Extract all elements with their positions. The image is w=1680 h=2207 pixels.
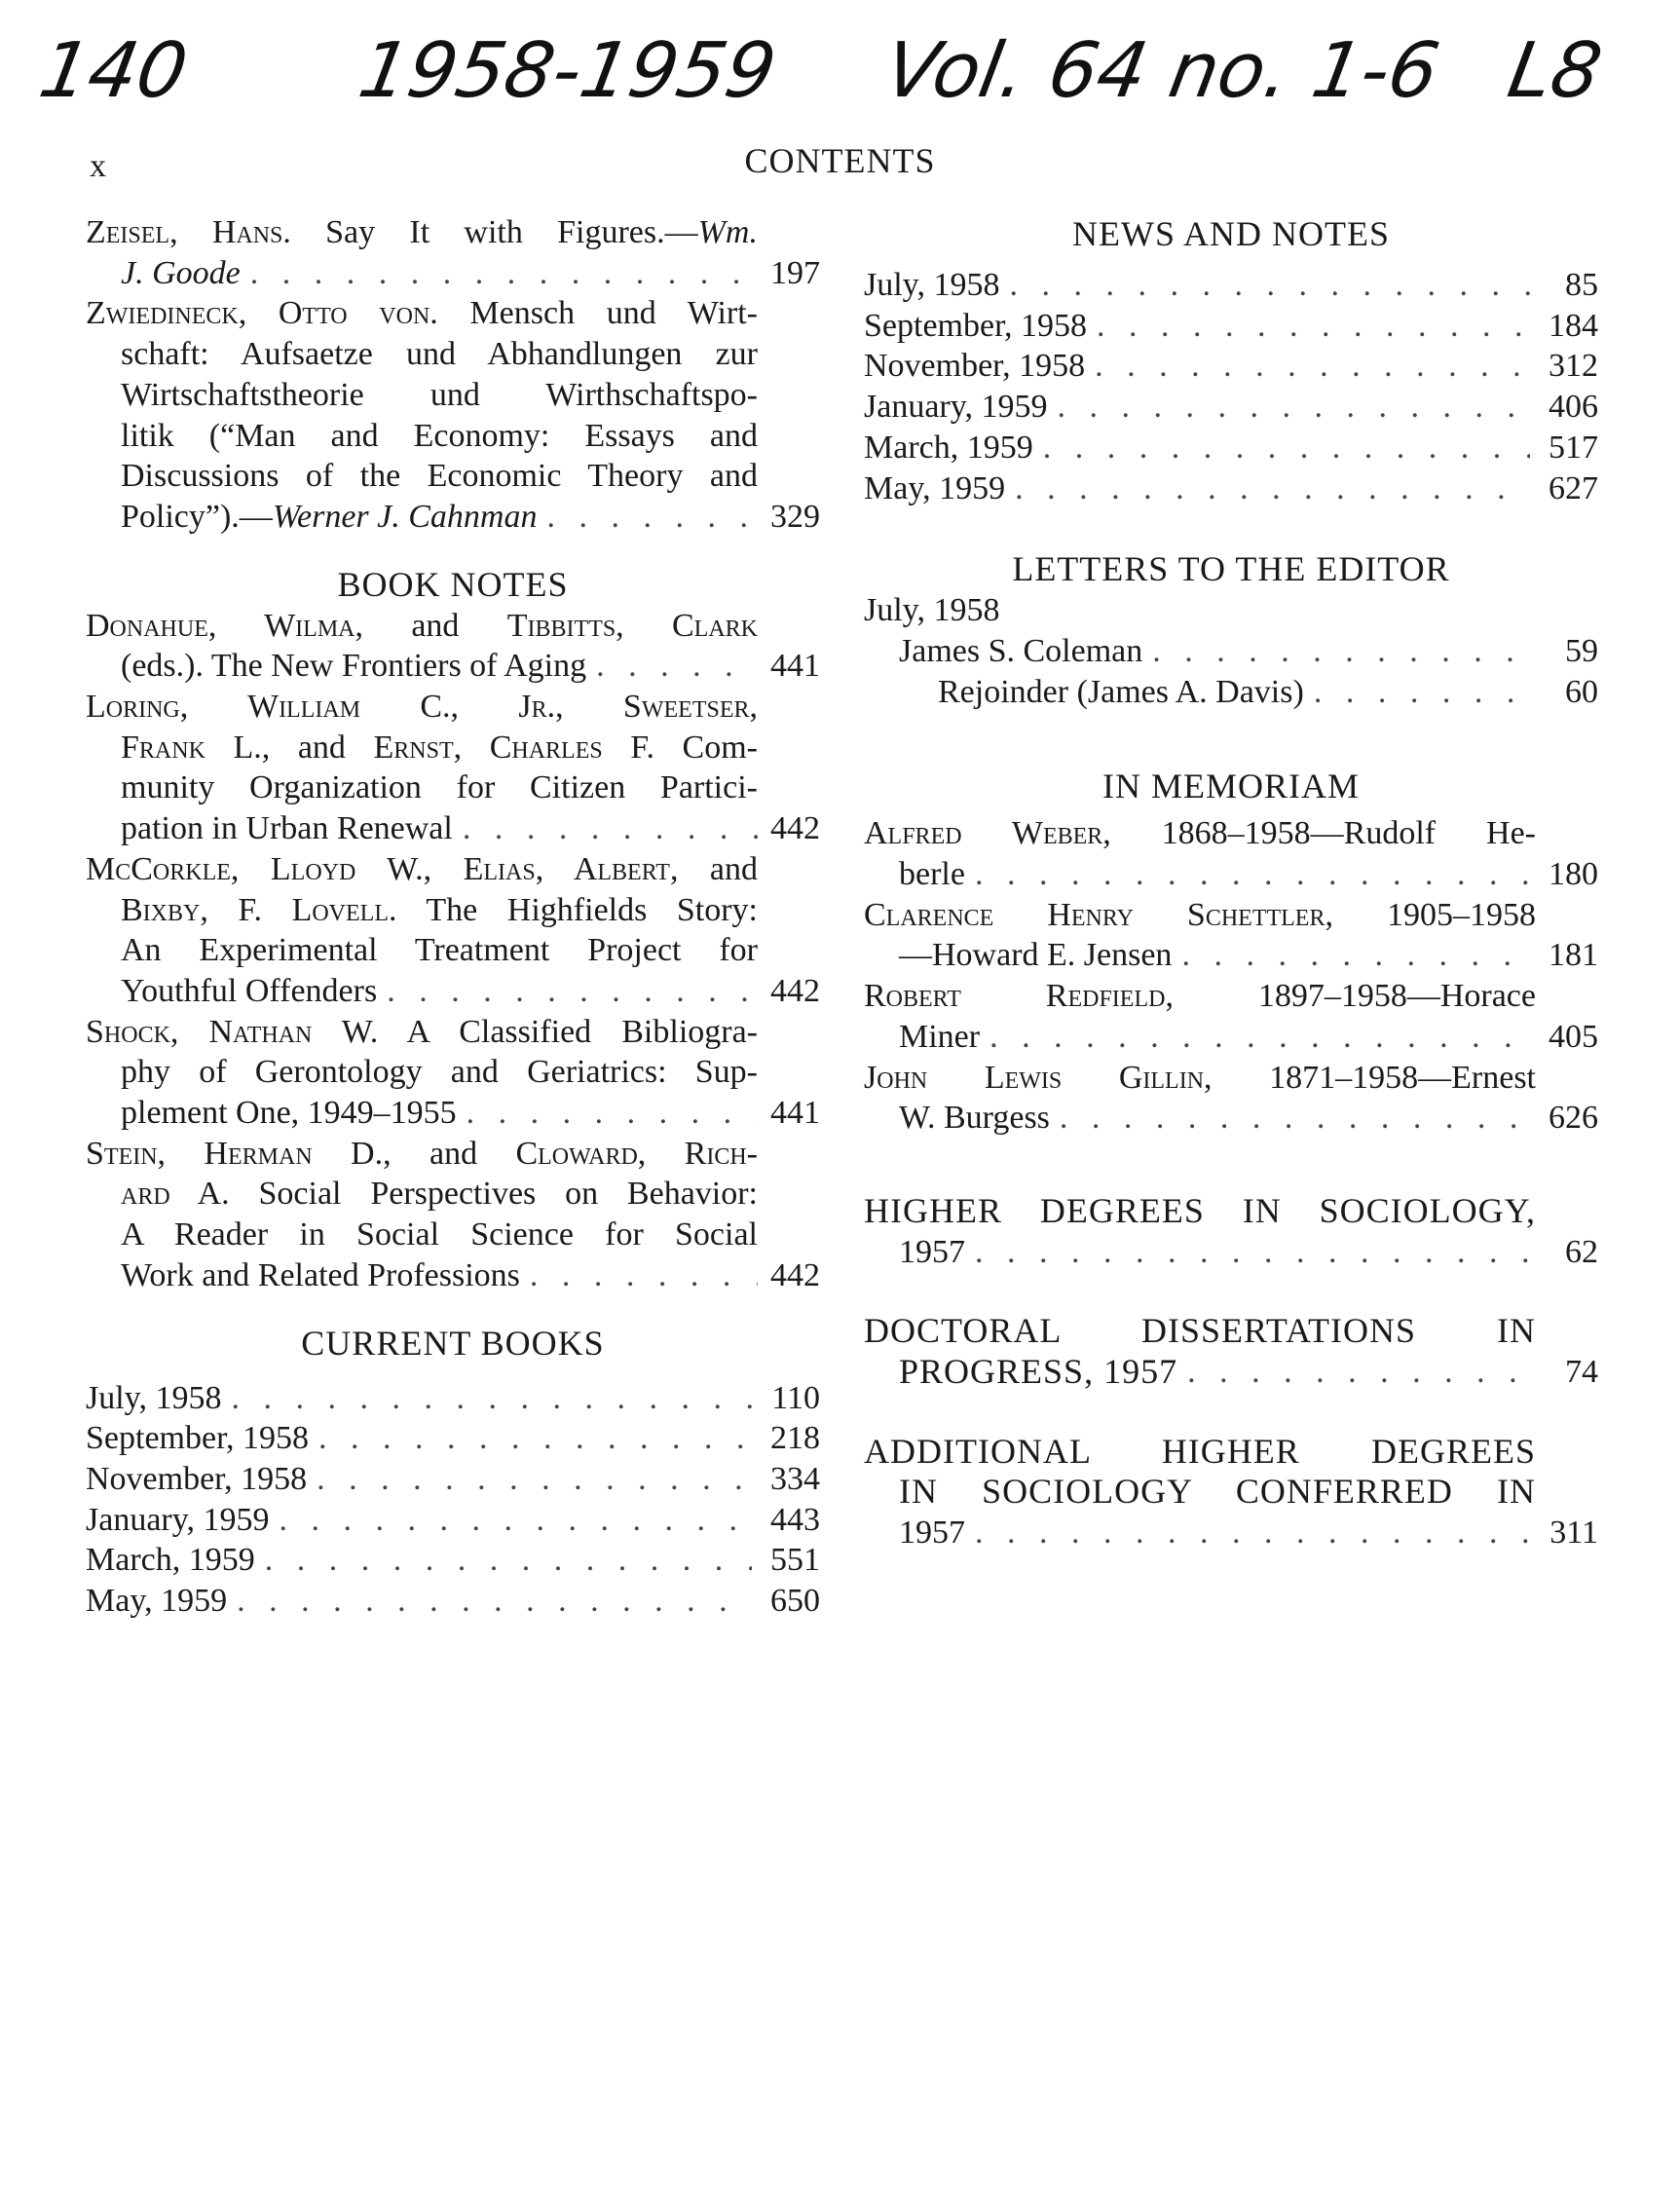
page-ref: 406 bbox=[1549, 389, 1598, 426]
leader-dots bbox=[227, 1581, 752, 1622]
page-ref: 441 bbox=[770, 1095, 820, 1132]
book-note-entry: Stein, Herman D., and Cloward, Rich- ard A. Social Perspectives on Behavior: A Reader in Social Science for Social Work and Related Professions . . . 442 bbox=[86, 1134, 820, 1296]
left-column bbox=[86, 212, 820, 1622]
leader-dots bbox=[377, 971, 758, 1012]
leader-dots bbox=[1304, 672, 1530, 713]
handwritten-number: 140 bbox=[33, 27, 194, 115]
page-ref: 442 bbox=[770, 810, 820, 847]
entry-text: HIGHER DEGREES IN SOCIOLOGY, bbox=[864, 1190, 1536, 1230]
entry-text: J. Goode bbox=[121, 254, 241, 291]
current-books-row bbox=[86, 1540, 820, 1581]
leader-dots bbox=[1048, 387, 1530, 428]
entry-text: phy of Gerontology and Geriatrics: Sup- bbox=[121, 1054, 758, 1091]
section-heading-in-memoriam: IN MEMORIAM bbox=[1101, 767, 1360, 806]
news-row bbox=[864, 306, 1598, 347]
leader-dots bbox=[1085, 346, 1530, 387]
entry-text: An Experimental Treatment Project for bbox=[121, 932, 758, 969]
row-label: March, 1959 bbox=[864, 429, 1033, 466]
page-ref: 180 bbox=[1549, 856, 1598, 893]
news-row bbox=[864, 428, 1598, 468]
entry-text: DOCTORAL DISSERTATIONS IN bbox=[864, 1311, 1536, 1351]
current-books-row bbox=[86, 1378, 820, 1419]
book-note-entry: Donahue, Wilma, and Tibbitts, Clark (eds.). The New Frontiers of Aging . . . 441 bbox=[86, 606, 820, 687]
row-label: Rejoinder (James A. Davis) bbox=[938, 673, 1304, 710]
row-label: September, 1958 bbox=[86, 1420, 310, 1457]
memoriam-entry: Clarence Henry Schettler, 1905–1958 —Howard E. Jensen . . . 181 bbox=[864, 895, 1598, 976]
leader-dots bbox=[270, 1500, 752, 1541]
entry-text: schaft: Aufsaetze und Abhandlungen zur bbox=[121, 336, 758, 373]
handwritten-volume: Vol. 64 no. 1-6 bbox=[878, 27, 1445, 115]
row-label: September, 1958 bbox=[864, 307, 1088, 344]
row-label: November, 1958 bbox=[86, 1460, 308, 1497]
current-books-row bbox=[86, 1418, 820, 1459]
news-row bbox=[864, 346, 1598, 387]
page-ref: 627 bbox=[1549, 469, 1598, 506]
leader-dots bbox=[586, 646, 758, 687]
book-note-entry: McCorkle, Lloyd W., Elias, Albert, and Bixby, F. Lovell. The Highfields Story: An Experimental Treatment Project for Youthful Offenders . . . 442 bbox=[86, 849, 820, 1012]
page-ref: 405 bbox=[1549, 1018, 1598, 1055]
page-ref: 312 bbox=[1549, 348, 1598, 385]
section-heading-letters: LETTERS TO THE EDITOR bbox=[1012, 549, 1450, 589]
memoriam-entry: John Lewis Gillin, 1871–1958—Ernest W. Burgess . . . 626 bbox=[864, 1058, 1598, 1139]
entry-text: Work and Related Professions bbox=[121, 1256, 520, 1293]
page-ref: 62 bbox=[1565, 1233, 1598, 1270]
news-row bbox=[864, 387, 1598, 428]
page-ref: 443 bbox=[770, 1501, 820, 1538]
leader-dots bbox=[309, 1418, 752, 1459]
row-label: May, 1959 bbox=[864, 469, 1006, 506]
row-label: November, 1958 bbox=[864, 348, 1086, 385]
page-ref: 85 bbox=[1565, 267, 1598, 303]
page-ref: 218 bbox=[770, 1420, 820, 1457]
news-row bbox=[864, 265, 1598, 306]
page-ref: 60 bbox=[1565, 673, 1598, 710]
review-entry: Zwiedineck, Otto von. Mensch und Wirt- schaft: Aufsaetze und Abhandlungen zur Wirtschaftstheorie und Wirthschaftspo- litik (“Man and Economy: Essays and Discussions of the Economic Theory and Policy”).—Werner J. Cahnman . . . 329 bbox=[86, 293, 820, 537]
leader-dots bbox=[537, 497, 758, 538]
section-heading-current-books: CURRENT BOOKS bbox=[301, 1323, 605, 1363]
handwritten-shelf-mark: L8 bbox=[1502, 27, 1609, 115]
page-ref: 442 bbox=[770, 972, 820, 1009]
row-label: March, 1959 bbox=[86, 1542, 255, 1579]
current-books-row bbox=[86, 1581, 820, 1622]
current-books-row bbox=[86, 1459, 820, 1500]
page-ref: 311 bbox=[1549, 1515, 1598, 1552]
entry-text: berle bbox=[899, 856, 965, 893]
letters-row bbox=[864, 672, 1598, 713]
leader-dots bbox=[241, 253, 758, 294]
memoriam-entry: Alfred Weber, 1868–1958—Rudolf He- berle . . . 180 bbox=[864, 813, 1598, 894]
entry-text: plement One, 1949–1955 bbox=[121, 1095, 457, 1132]
leader-dots bbox=[999, 265, 1530, 306]
section-heading-book-notes: BOOK NOTES bbox=[337, 564, 569, 604]
handwritten-annotation bbox=[29, 10, 1665, 117]
leader-dots bbox=[457, 1093, 758, 1134]
page-ref: 441 bbox=[770, 648, 820, 685]
page-ref: 181 bbox=[1549, 937, 1598, 974]
review-entry: Zeisel, Hans. Say It with Figures.—Wm. J. Goode . . . 197 bbox=[86, 212, 820, 293]
page-ref: 197 bbox=[770, 254, 820, 291]
leader-dots bbox=[221, 1378, 752, 1419]
leader-dots bbox=[965, 854, 1536, 895]
page-number: x bbox=[90, 148, 106, 184]
leader-dots bbox=[255, 1540, 752, 1581]
leader-dots bbox=[1177, 1352, 1536, 1393]
entry-text: 1957 bbox=[899, 1233, 965, 1270]
row-label: James S. Coleman bbox=[899, 632, 1143, 669]
entry-text: 1957 bbox=[899, 1515, 965, 1552]
leader-dots bbox=[1033, 428, 1530, 468]
leader-dots bbox=[1050, 1098, 1536, 1139]
entry-text: (eds.). The New Frontiers of Aging bbox=[121, 648, 587, 685]
entry-text: PROGRESS, 1957 bbox=[899, 1352, 1178, 1392]
entry-text: W. Burgess bbox=[899, 1100, 1050, 1137]
additional-degrees-entry bbox=[864, 1432, 1598, 1553]
page-ref: 74 bbox=[1565, 1354, 1598, 1391]
page-ref: 184 bbox=[1549, 307, 1598, 344]
leader-dots bbox=[453, 808, 758, 849]
leader-dots bbox=[965, 1513, 1536, 1553]
leader-dots bbox=[1172, 935, 1536, 976]
page-ref: 110 bbox=[771, 1379, 820, 1416]
row-label: July, 1958 bbox=[86, 1379, 222, 1416]
entry-text: munity Organization for Citizen Partici- bbox=[121, 769, 758, 806]
book-note-entry: Loring, William C., Jr., Sweetser, Frank L., and Ernst, Charles F. Com- munity Organization for Citizen Partici- pation in Urban Renewal . . . 442 bbox=[86, 687, 820, 849]
page-ref: 517 bbox=[1549, 429, 1598, 466]
entry-text: Discussions of the Economic Theory and bbox=[121, 458, 758, 495]
dissertations-entry bbox=[864, 1311, 1598, 1392]
entry-text: pation in Urban Renewal bbox=[121, 810, 453, 847]
higher-degrees-entry bbox=[864, 1191, 1598, 1272]
leader-dots bbox=[1142, 631, 1530, 672]
page-ref: 329 bbox=[770, 498, 820, 535]
current-books-row bbox=[86, 1500, 820, 1541]
page-title: CONTENTS bbox=[744, 141, 936, 180]
right-column bbox=[864, 212, 1598, 1553]
leader-dots bbox=[307, 1459, 752, 1500]
row-label: January, 1959 bbox=[86, 1501, 270, 1538]
leader-dots bbox=[1005, 468, 1530, 509]
row-label: May, 1959 bbox=[86, 1583, 228, 1620]
entry-text: ADDITIONAL HIGHER DEGREES bbox=[864, 1431, 1536, 1471]
entry-text: litik (“Man and Economy: Essays and bbox=[121, 417, 758, 454]
entry-text: A Reader in Social Science for Social bbox=[121, 1216, 758, 1253]
issue-label: July, 1958 bbox=[864, 592, 1000, 629]
page-ref: 59 bbox=[1565, 632, 1598, 669]
entry-text: Miner bbox=[899, 1018, 981, 1055]
row-label: January, 1959 bbox=[864, 389, 1048, 426]
leader-dots bbox=[1087, 306, 1530, 347]
page-ref: 334 bbox=[770, 1460, 820, 1497]
row-label: July, 1958 bbox=[864, 267, 1000, 303]
news-row bbox=[864, 468, 1598, 509]
letters-issue bbox=[864, 590, 1598, 631]
page-ref: 626 bbox=[1549, 1100, 1598, 1137]
letters-row bbox=[864, 631, 1598, 672]
page-ref: 650 bbox=[770, 1583, 820, 1620]
page-ref: 551 bbox=[770, 1542, 820, 1579]
page-ref: 442 bbox=[770, 1256, 820, 1293]
handwritten-years: 1958-1959 bbox=[353, 27, 783, 115]
entry-text: —Howard E. Jensen bbox=[899, 937, 1173, 974]
leader-dots bbox=[980, 1017, 1536, 1058]
entry-text: Youthful Offenders bbox=[121, 972, 378, 1009]
memoriam-entry: Robert Redfield, 1897–1958—Horace Miner . . . 405 bbox=[864, 976, 1598, 1057]
section-heading-news-and-notes: NEWS AND NOTES bbox=[1072, 214, 1390, 253]
entry-text: IN SOCIOLOGY CONFERRED IN bbox=[899, 1472, 1536, 1512]
book-note-entry: Shock, Nathan W. A Classified Bibliogra- phy of Gerontology and Geriatrics: Sup- plement One, 1949–1955 . . . 441 bbox=[86, 1012, 820, 1134]
entry-text: Wirtschaftstheorie und Wirthschaftspo- bbox=[121, 376, 758, 413]
leader-dots bbox=[965, 1232, 1536, 1273]
leader-dots bbox=[520, 1255, 758, 1296]
